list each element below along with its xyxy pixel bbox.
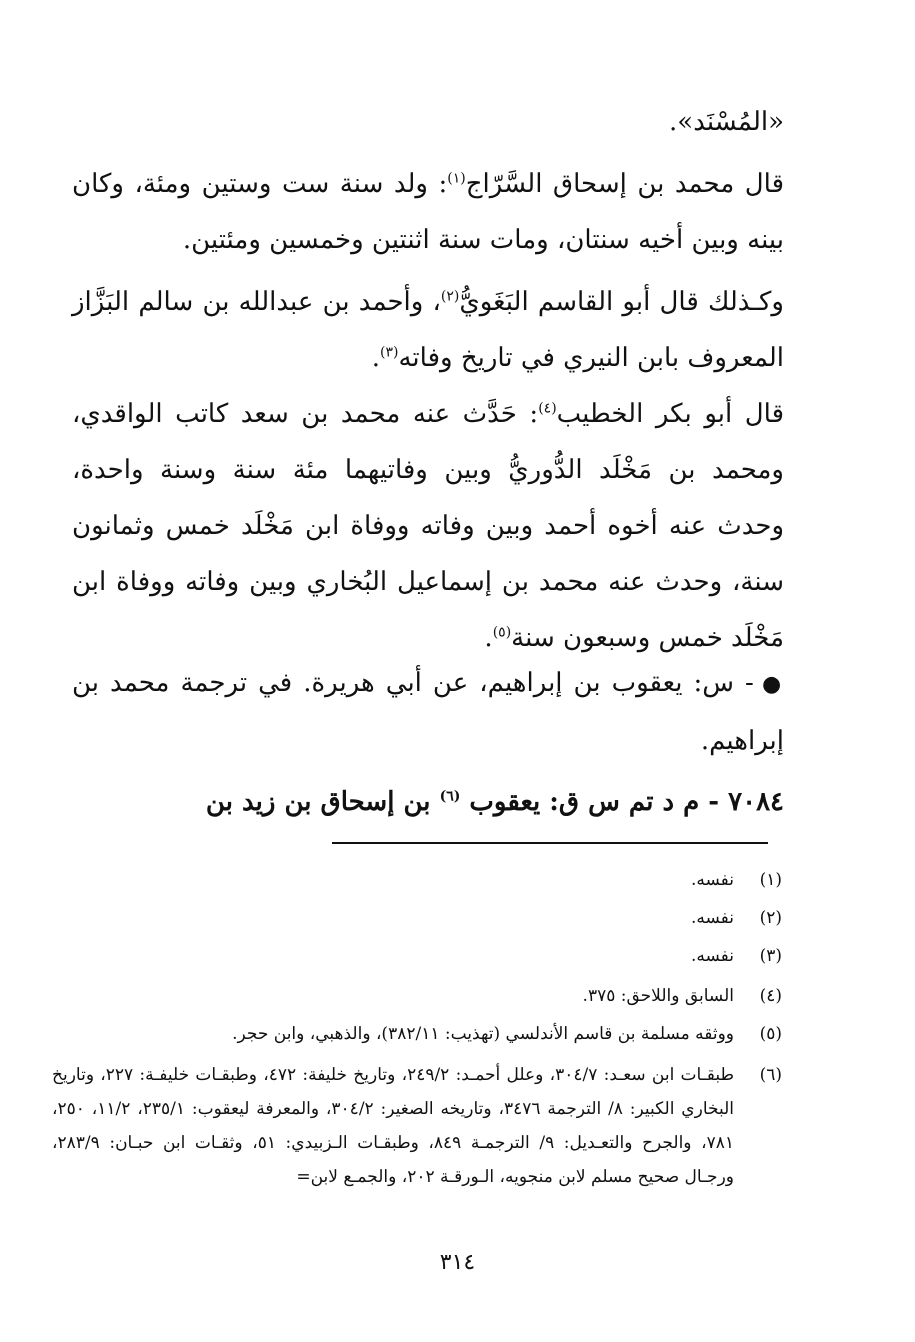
paragraph-text: «المُسْنَد».	[669, 107, 784, 137]
paragraph-text: : حَدَّث عنه محمد بن سعد كاتب الواقدي، ومحمد بن مَخْلَد الدُّوريُّ وبين وفاتيهما مئة سنة وسنة واحدة، وحدث عنه أخوه أحمد وبين وفاته ووفاة ابن مَخْلَد خمس وثمانون سنة، وحدث عنه محمد بن إسماعيل البُخاري وبين وفاته ووفاة ابن مَخْلَد خمس وسبعون سنة	[72, 399, 784, 653]
paragraph-text: .	[484, 623, 493, 653]
paragraph-baghawi	[72, 274, 784, 386]
footnote-number: (١)	[759, 870, 782, 890]
footnote-text: نفسه.	[690, 870, 734, 890]
footnote-3	[52, 944, 782, 968]
footnote-separator	[332, 842, 768, 844]
paragraph-text: قال أبو بكر الخطيب	[556, 399, 785, 429]
paragraph-musnad	[72, 94, 784, 150]
footnote-ref-3: (٣)	[380, 344, 399, 361]
footnote-number: (٥)	[759, 1024, 782, 1044]
paragraph-text: - س: يعقوب بن إبراهيم، عن أبي هريرة. في ترجمة محمد بن إبراهيم.	[72, 668, 784, 756]
footnote-ref-6: (٦)	[439, 788, 461, 805]
footnote-text: نفسه.	[690, 908, 734, 928]
footnote-text: السابق واللاحق: ٣٧٥.	[582, 986, 734, 1006]
page-number: ٣١٤	[439, 1250, 476, 1275]
footnote-number: (٤)	[759, 986, 782, 1006]
footnote-text: ووثقه مسلمة بن قاسم الأندلسي (تهذيب: ٣٨٢/١١)، والذهبي، وابن حجر.	[232, 1024, 734, 1044]
paragraph-text: قال محمد بن إسحاق السَّرّاج	[465, 169, 785, 199]
paragraph-khatib	[72, 386, 784, 666]
paragraph-sarraj	[72, 156, 784, 268]
footnote-2	[52, 906, 782, 930]
footnote-text: طبقـات ابن سعـد: ٣٠٤/٧، وعلل أحمـد: ٢٤٩/٢، وتاريخ خليفة: ٤٧٢، وطبقـات خليفـة: ٢٢٧، وتاريخ البخاري الكبير: ٨/ الترجمة ٣٤٧٦، وتاريخه الصغير: ٣٠٤/٢، والمعرفة ليعقوب: ٢٣٥/١، ١١/٢، ٢٥٠، ٧٨١، والجرح والتعـديل: ٩/ الترجمـة ٨٤٩، وطبقـات الـزبيدي: ٥١، وثقـات ابن حبـان: ٢٨٣/٩، ورجـال صحيح مسلم لابن منجويه، الـورقـة ٢٠٢، والجمـع لابن=	[52, 1065, 735, 1187]
paragraph-text: وكـذلك قال أبو القاسم البَغَويُّ	[459, 287, 784, 317]
footnote-text: نفسه.	[690, 946, 734, 966]
footnote-number: (٦)	[759, 1065, 782, 1085]
paragraph-text: .	[371, 343, 380, 373]
footnote-number: (٣)	[759, 946, 782, 966]
bullet-icon: ●	[762, 672, 784, 697]
paragraph-entry-sin	[72, 655, 784, 769]
paragraph-text: : ولد سنة ست وستين ومئة، وكان بينه وبين أخيه سنتان، ومات سنة اثنتين وخمسين ومئتين.	[72, 169, 784, 255]
footnote-ref-1: (١)	[447, 170, 466, 187]
paragraph-text: ٧٠٨٤ - م د تم س ق: يعقوب	[460, 787, 784, 817]
footnote-ref-4: (٤)	[538, 400, 557, 417]
paragraph-text: بن إسحاق بن زيد بن	[205, 787, 440, 817]
footnote-5	[52, 1022, 782, 1046]
footnote-4	[52, 984, 782, 1008]
footnote-ref-5: (٥)	[492, 624, 512, 641]
footnote-ref-2: (٢)	[440, 288, 460, 305]
paragraph-entry-7084	[72, 774, 784, 830]
footnote-1	[52, 868, 782, 892]
footnote-6	[52, 1058, 782, 1194]
footnote-number: (٢)	[759, 908, 782, 928]
paragraph-text: ، وأحمد بن عبدالله بن سالم البَزَّاز المعروف بابن النيري في تاريخ وفاته	[72, 287, 784, 373]
